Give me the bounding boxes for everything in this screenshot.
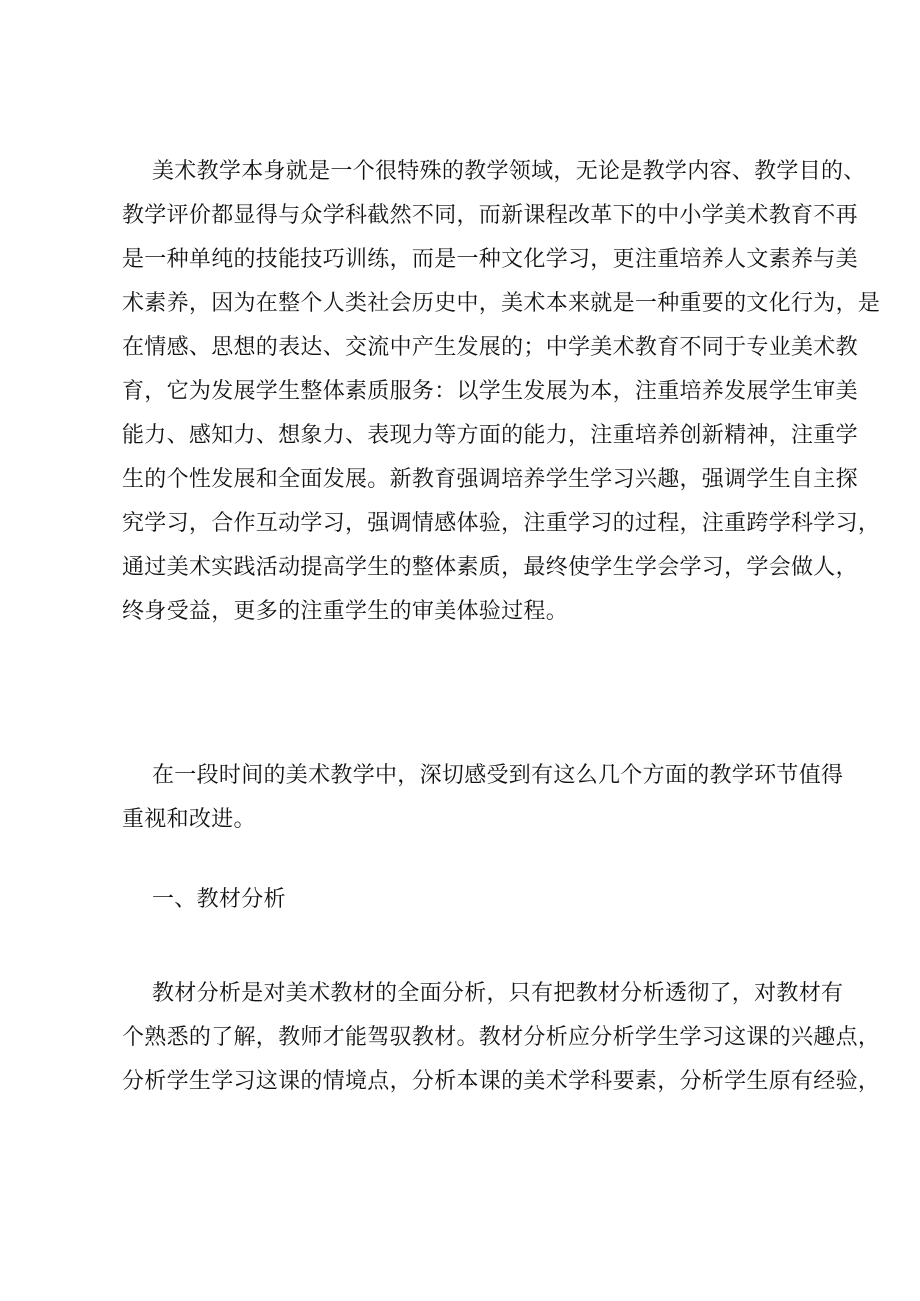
paragraph-line: 在一段时间的美术教学中，深切感受到有这么几个方面的教学环节值得 [152, 763, 844, 788]
paragraph-line: 究学习，合作互动学习，强调情感体验，注重学习的过程，注重跨学科学习， [122, 511, 881, 536]
paragraph-textbook-analysis [122, 972, 881, 1104]
paragraph-line: 终身受益，更多的注重学生的审美体验过程。 [122, 599, 569, 624]
paragraph-line: 能力、感知力、想象力、表现力等方面的能力，注重培养创新精神，注重学 [122, 423, 858, 448]
paragraph-line: 通过美术实践活动提高学生的整体素质，最终使学生学会学习，学会做人， [122, 555, 858, 580]
section-heading-text: 一、教材分析 [152, 887, 286, 912]
paragraph-line: 教材分析是对美术教材的全面分析，只有把教材分析透彻了，对教材有 [152, 981, 844, 1006]
paragraph-line: 术素养，因为在整个人类社会历史中，美术本来就是一种重要的文化行为，是 [122, 291, 881, 316]
paragraph-line: 生的个性发展和全面发展。新教育强调培养学生学习兴趣，强调学生自主探 [122, 467, 858, 492]
paragraph-line: 是一种单纯的技能技巧训练，而是一种文化学习，更注重培养人文素养与美 [122, 247, 858, 272]
section-heading [122, 878, 842, 922]
paragraph-experience [122, 754, 842, 842]
paragraph-line: 美术教学本身就是一个很特殊的教学领域，无论是教学内容、教学目的、 [152, 159, 866, 184]
paragraph-intro [122, 150, 881, 634]
paragraph-line: 育，它为发展学生整体素质服务：以学生发展为本，注重培养发展学生审美 [122, 379, 858, 404]
paragraph-line: 重视和改进。 [122, 807, 256, 832]
paragraph-line: 教学评价都显得与众学科截然不同，而新课程改革下的中小学美术教育不再 [122, 203, 858, 228]
paragraph-line: 在情感、思想的表达、交流中产生发展的；中学美术教育不同于专业美术教 [122, 335, 858, 360]
paragraph-line: 个熟悉的了解，教师才能驾驭教材。教材分析应分析学生学习这课的兴趣点， [122, 1025, 881, 1050]
paragraph-line: 分析学生学习这课的情境点，分析本课的美术学科要素，分析学生原有经验， [122, 1069, 881, 1094]
